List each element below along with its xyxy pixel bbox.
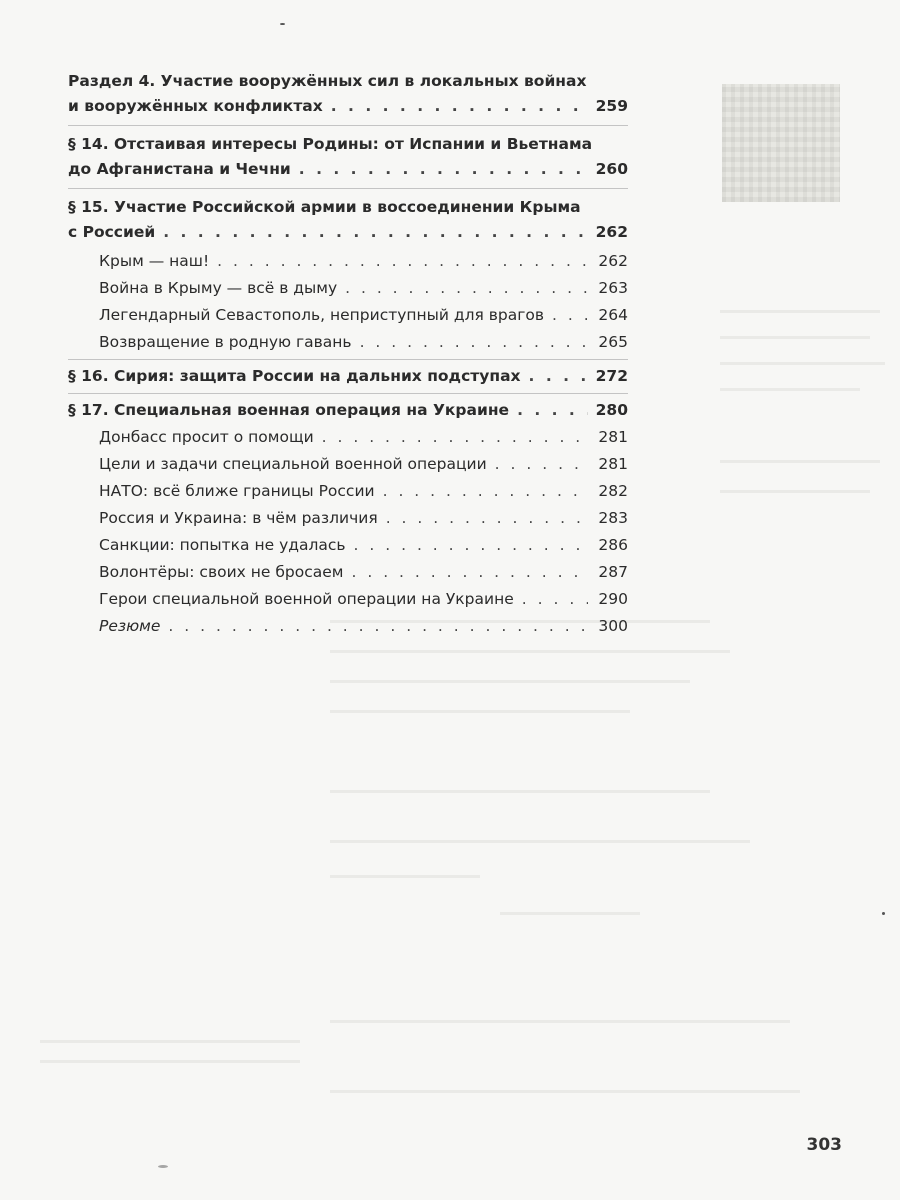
dot-leader — [351, 559, 588, 586]
divider — [68, 188, 628, 189]
show-through-text — [330, 650, 730, 653]
toc-page-number: 280 — [595, 401, 628, 419]
dot-leader — [354, 532, 588, 559]
show-through-text — [720, 310, 880, 313]
toc-section-title: § 14. Отстаивая интересы Родины: от Испании и Вьетнама — [68, 135, 593, 153]
toc-entry-title: Легендарный Севастополь, неприступный для врагов — [99, 306, 545, 324]
toc-section-14 — [68, 129, 628, 185]
toc-entry-title: и вооружённых конфликтах — [68, 97, 323, 115]
table-of-contents — [68, 66, 628, 640]
dot-leader — [360, 329, 588, 356]
divider — [68, 393, 628, 394]
toc-subentry — [68, 275, 628, 302]
dot-leader — [322, 424, 588, 451]
toc-entry-title: НАТО: всё ближе границы России — [99, 482, 375, 500]
toc-entry-title: Россия и Украина: в чём различия — [99, 509, 378, 527]
toc-page-number: 265 — [598, 333, 628, 351]
toc-entry-title: § 17. Специальная военная операция на Украине — [68, 401, 510, 419]
show-through-text — [720, 336, 870, 339]
toc-page-number: 260 — [595, 160, 628, 178]
toc-section-15 — [68, 192, 628, 248]
toc-entry-title: Донбасс просит о помощи — [99, 428, 314, 446]
show-through-text — [40, 1040, 300, 1043]
toc-page-number: 282 — [598, 482, 628, 500]
toc-page-number: 262 — [595, 223, 628, 241]
dot-leader — [168, 613, 588, 640]
toc-page-number: 259 — [595, 97, 628, 115]
toc-page-number: 286 — [598, 536, 628, 554]
show-through-text — [40, 1060, 300, 1063]
toc-entry-title: до Афганистана и Чечни — [68, 160, 291, 178]
toc-entry-title: с Россией — [68, 223, 156, 241]
toc-subentry-summary — [68, 613, 628, 640]
toc-subentry — [68, 329, 628, 356]
dot-leader — [386, 505, 588, 532]
toc-page-number: 264 — [598, 306, 628, 324]
toc-section-16 — [68, 363, 628, 390]
paper-speck — [280, 23, 285, 25]
toc-subentry — [68, 505, 628, 532]
show-through-text — [720, 388, 860, 391]
toc-subentry — [68, 424, 628, 451]
toc-entry-title: Герои специальной военной операции на Украине — [99, 590, 514, 608]
show-through-text — [330, 840, 750, 843]
toc-page-number: 272 — [595, 367, 628, 385]
show-through-text — [330, 680, 690, 683]
show-through-text — [720, 460, 880, 463]
dot-leader — [552, 302, 588, 329]
toc-page-number: 290 — [598, 590, 628, 608]
show-through-text — [330, 710, 630, 713]
toc-entry-title: Крым — наш! — [99, 252, 210, 270]
dot-leader — [331, 93, 588, 120]
divider — [68, 359, 628, 360]
show-through-text — [500, 912, 640, 915]
toc-entry-title: Война в Крыму — всё в дыму — [99, 279, 338, 297]
toc-part-title: Раздел 4. Участие вооружённых сил в локальных войнах — [68, 72, 587, 90]
toc-subentry — [68, 586, 628, 613]
show-through-text — [330, 1020, 790, 1023]
paper-speck — [882, 912, 885, 915]
toc-subentry — [68, 302, 628, 329]
page-number: 303 — [806, 1135, 842, 1155]
toc-entry-title: Санкции: попытка не удалась — [99, 536, 346, 554]
toc-page-number: 283 — [598, 509, 628, 527]
toc-subentry — [68, 248, 628, 275]
dot-leader — [529, 363, 588, 390]
toc-part-4 — [68, 66, 628, 122]
toc-section-17 — [68, 397, 628, 424]
toc-subentry — [68, 559, 628, 586]
dot-leader — [345, 275, 588, 302]
paper-speck — [158, 1165, 168, 1168]
dot-leader — [517, 397, 588, 424]
dot-leader — [495, 451, 588, 478]
toc-page-number: 281 — [598, 455, 628, 473]
show-through-text — [330, 1090, 800, 1093]
toc-subentry — [68, 532, 628, 559]
show-through-qr-code — [722, 84, 840, 202]
dot-leader — [522, 586, 588, 613]
toc-page-number: 287 — [598, 563, 628, 581]
toc-page-number: 300 — [598, 617, 628, 635]
toc-subentry — [68, 451, 628, 478]
toc-page-number: 263 — [598, 279, 628, 297]
show-through-text — [720, 490, 870, 493]
toc-entry-title: Волонтёры: своих не бросаем — [99, 563, 344, 581]
toc-section-title: § 15. Участие Российской армии в воссоединении Крыма — [68, 198, 581, 216]
toc-subentry — [68, 478, 628, 505]
dot-leader — [217, 248, 588, 275]
toc-entry-title: Возвращение в родную гавань — [99, 333, 352, 351]
toc-entry — [68, 156, 628, 183]
show-through-text — [330, 875, 480, 878]
divider — [68, 125, 628, 126]
toc-entry-title: Резюме — [99, 617, 161, 635]
toc-entry-title: § 16. Сирия: защита России на дальних подступах — [68, 367, 521, 385]
show-through-text — [330, 790, 710, 793]
show-through-text — [720, 362, 885, 365]
dot-leader — [383, 478, 588, 505]
toc-entry — [68, 93, 628, 120]
dot-leader — [299, 156, 588, 183]
dot-leader — [163, 219, 587, 246]
toc-entry — [68, 219, 628, 246]
toc-entry-title: Цели и задачи специальной военной операции — [99, 455, 487, 473]
toc-page-number: 281 — [598, 428, 628, 446]
toc-page-number: 262 — [598, 252, 628, 270]
